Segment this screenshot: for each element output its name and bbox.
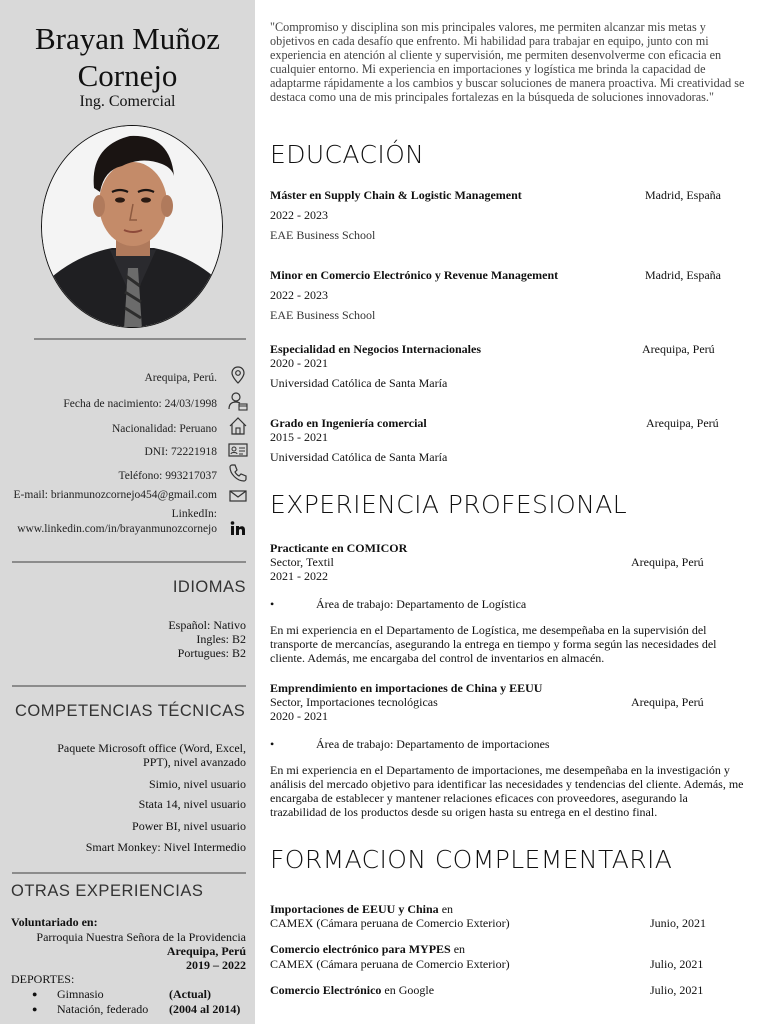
skill-item: Stata 14, nivel usuario [138,797,246,811]
training-date: Julio, 2021 [650,983,704,997]
experience-years: 2020 - 2021 [270,709,328,723]
volunteer-city: Arequipa, Perú [166,944,246,958]
skills-heading: COMPETENCIAS TÉCNICAS [15,702,246,720]
volunteer-label: Voluntariado en: [11,915,98,929]
contact-birthdate: Fecha de nacimiento: 24/03/1998 [63,398,217,410]
phone-icon [227,462,249,484]
training-connector: en [438,902,454,916]
experience-description: En mi experiencia en el Departamento de Logística, me desempeñaba en la supervisión del transporte de mercancías, asegurando la entrega en tiempo y forma según las necesidades del cliente. Además, me encargaba del control de inventarios en almacén. [270,623,717,665]
education-degree: Grado en Ingeniería comercial [270,416,427,430]
training-course: Importaciones de EEUU y China [270,902,439,916]
experience-bullet: • [270,597,275,611]
education-school: Universidad Católica de Santa María [270,450,448,464]
experience-location: Arequipa, Perú [631,695,704,709]
volunteer-place: Parroquia Nuestra Señora de la Providencia [36,930,246,944]
experience-sector: Sector, Textil [270,555,334,569]
education-school: Universidad Católica de Santa María [270,376,448,390]
experience-role: Emprendimiento en importaciones de China y EEUU [270,681,543,695]
mail-icon [227,485,249,507]
education-location: Arequipa, Perú [642,342,715,356]
training-course-line [270,942,465,956]
education-degree: Máster en Supply Chain & Logistic Management [270,188,522,202]
education-degree: Minor en Comercio Electrónico y Revenue Management [270,268,559,282]
skill-item: Simio, nivel usuario [149,777,246,791]
name-line-2: Cornejo [77,58,178,93]
training-institution: CAMEX (Cámara peruana de Comercio Exterior) [270,916,510,930]
divider [12,685,246,687]
sport-bullet: ● [32,1004,38,1014]
training-connector: en Google [381,983,435,997]
education-years: 2022 - 2023 [270,208,328,222]
other-experience-heading: OTRAS EXPERIENCIAS [11,882,204,900]
training-connector: en [450,942,466,956]
experience-role: Practicante en COMICOR [270,541,408,555]
education-heading: EDUCACIÓN [270,140,425,169]
volunteer-years: 2019 – 2022 [186,958,246,972]
education-location: Arequipa, Perú [646,416,719,430]
sport-period: (2004 al 2014) [169,1002,241,1016]
language-item: Español: Nativo [168,618,246,632]
experience-area: Área de trabajo: Departamento de importaciones [316,737,550,751]
home-icon [227,415,249,437]
education-years: 2022 - 2023 [270,288,328,302]
skill-item: Smart Monkey: Nivel Intermedio [85,840,246,854]
language-item: Ingles: B2 [196,632,246,646]
experience-bullet: • [270,737,275,751]
education-years: 2015 - 2021 [270,430,328,444]
profession-title: Ing. Comercial [79,93,176,110]
experience-sector: Sector, Importaciones tecnológicas [270,695,438,709]
user-calendar-icon [227,390,249,412]
experience-area: Área de trabajo: Departamento de Logística [316,597,527,611]
location-pin-icon [227,364,249,386]
contact-linkedin-label: LinkedIn: [171,508,217,520]
training-date: Julio, 2021 [650,957,704,971]
contact-location: Arequipa, Perú. [144,372,217,384]
training-course: Comercio Electrónico [270,983,382,997]
experience-years: 2021 - 2022 [270,569,328,583]
training-course-line [270,983,434,997]
education-school: EAE Business School [270,308,376,322]
training-course-line [270,902,453,916]
sport-bullet: ● [32,989,38,999]
sport-name: Gimnasio [57,987,104,1001]
training-course: Comercio electrónico para MYPES [270,942,451,956]
languages-heading: IDIOMAS [172,578,246,596]
training-institution: CAMEX (Cámara peruana de Comercio Exterior) [270,957,510,971]
education-years: 2020 - 2021 [270,356,328,370]
education-location: Madrid, España [645,268,721,282]
contact-email[interactable]: E-mail: brianmunozcornejo454@gmail.com [13,489,217,501]
sport-name: Natación, federado [57,1002,149,1016]
training-date: Junio, 2021 [650,916,707,930]
experience-heading: EXPERIENCIA PROFESIONAL [270,490,628,519]
education-location: Madrid, España [645,188,721,202]
skill-item: Power BI, nivel usuario [132,819,246,833]
experience-location: Arequipa, Perú [631,555,704,569]
profile-photo-illustration [42,126,223,328]
language-item: Portugues: B2 [177,646,246,660]
divider [34,338,246,340]
contact-phone: Teléfono: 993217037 [118,470,217,482]
contact-linkedin-url[interactable]: www.linkedin.com/in/brayanmunozcornejo [17,523,217,535]
id-card-icon [227,439,249,461]
divider [12,561,246,563]
contact-dni: DNI: 72221918 [144,446,217,458]
linkedin-icon[interactable] [227,518,249,540]
sports-label: DEPORTES: [11,972,75,986]
education-degree: Especialidad en Negocios Internacionales [270,342,482,356]
profile-photo [41,125,223,328]
name-line-1: Brayan Muñoz [34,21,221,56]
education-school: EAE Business School [270,228,376,242]
skill-item: Paquete Microsoft office (Word, Excel, [57,741,246,755]
contact-nationality: Nacionalidad: Peruano [111,423,217,435]
sport-period: (Actual) [169,987,211,1001]
experience-description: En mi experiencia en el Departamento de importaciones, me desempeñaba en la investigación y análisis del mercado objetivo para identificar las necesidades y tendencias del cliente. Además, me encargaba de establecer y mantener relaciones eficaces con proveedores, asegurando la trazabilidad de los productos desde su origen hasta su entrega en el destino final. [270,763,744,819]
training-heading: FORMACION COMPLEMENTARIA [270,845,673,874]
profile-summary: "Compromiso y disciplina son mis principales valores, me permiten alcanzar mis metas y objetivos en cada desafío que enfrento. Mi habilidad para trabajar en equipo, junto con mi experiencia en atención al cliente y supervisión, me permiten desenvolverme con eficacia en cualquier entorno. Mi experiencia en importaciones y logística me brinda la capacidad de adaptarme rápidamente a los cambios y buscar soluciones de manera proactiva. Mi creatividad se destaca como una de mis principales fortalezas en la búsqueda de soluciones innovadoras." [270,20,745,104]
sidebar [0,0,255,1024]
skill-item: PPT), nivel avanzado [143,755,246,769]
divider [12,872,246,874]
